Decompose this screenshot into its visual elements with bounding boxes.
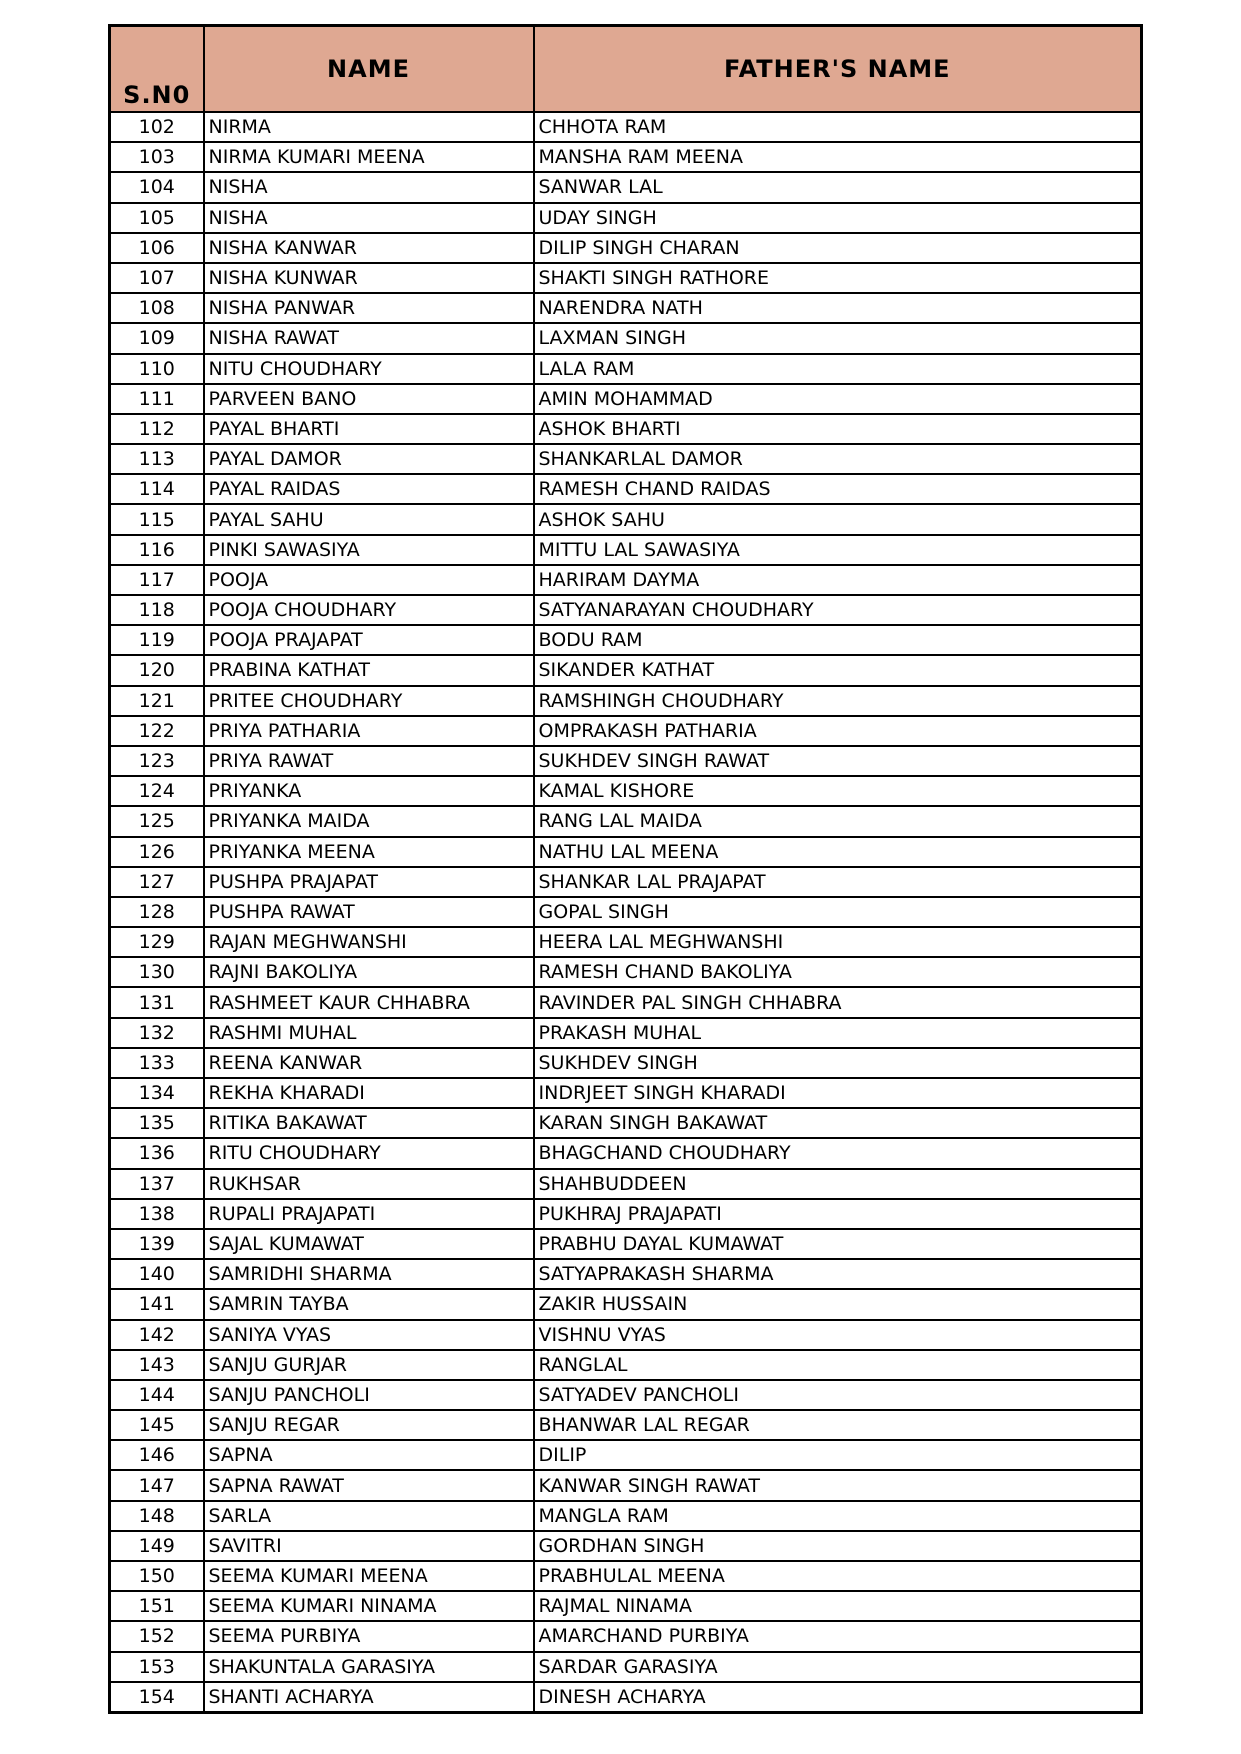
cell-name: SANJU PANCHOLI <box>204 1380 534 1410</box>
cell-name: PRIYANKA MAIDA <box>204 806 534 836</box>
table-row <box>110 414 1142 444</box>
table-row <box>110 142 1142 172</box>
cell-name: SANJU GURJAR <box>204 1350 534 1380</box>
cell-sno: 126 <box>110 837 204 867</box>
cell-father-name: RAVINDER PAL SINGH CHHABRA <box>534 987 1142 1017</box>
table-row <box>110 1531 1142 1561</box>
table-row <box>110 474 1142 504</box>
cell-sno: 153 <box>110 1652 204 1682</box>
cell-sno: 119 <box>110 625 204 655</box>
table-row <box>110 1380 1142 1410</box>
cell-father-name: RAMSHINGH CHOUDHARY <box>534 686 1142 716</box>
cell-sno: 152 <box>110 1621 204 1651</box>
cell-name: POOJA CHOUDHARY <box>204 595 534 625</box>
cell-name: PAYAL BHARTI <box>204 414 534 444</box>
cell-sno: 148 <box>110 1501 204 1531</box>
cell-sno: 113 <box>110 444 204 474</box>
cell-father-name: KANWAR SINGH RAWAT <box>534 1470 1142 1500</box>
cell-name: RITU CHOUDHARY <box>204 1138 534 1168</box>
cell-name: SAMRIN TAYBA <box>204 1289 534 1319</box>
cell-father-name: RANG LAL MAIDA <box>534 806 1142 836</box>
table-row <box>110 595 1142 625</box>
cell-father-name: SIKANDER KATHAT <box>534 655 1142 685</box>
table-row <box>110 776 1142 806</box>
cell-father-name: MANGLA RAM <box>534 1501 1142 1531</box>
cell-name: NISHA RAWAT <box>204 323 534 353</box>
cell-father-name: RANGLAL <box>534 1350 1142 1380</box>
cell-father-name: SUKHDEV SINGH <box>534 1048 1142 1078</box>
table-row <box>110 1350 1142 1380</box>
table-row <box>110 1289 1142 1319</box>
table-row <box>110 1229 1142 1259</box>
table-row <box>110 384 1142 414</box>
table-row <box>110 1108 1142 1138</box>
table-row <box>110 565 1142 595</box>
cell-sno: 112 <box>110 414 204 444</box>
cell-name: PRIYANKA <box>204 776 534 806</box>
cell-name: PARVEEN BANO <box>204 384 534 414</box>
cell-name: SEEMA KUMARI NINAMA <box>204 1591 534 1621</box>
cell-name: PUSHPA PRAJAPAT <box>204 867 534 897</box>
table-row <box>110 263 1142 293</box>
cell-father-name: INDRJEET SINGH KHARADI <box>534 1078 1142 1108</box>
table-row <box>110 203 1142 233</box>
cell-name: PRIYA PATHARIA <box>204 716 534 746</box>
cell-father-name: ASHOK BHARTI <box>534 414 1142 444</box>
cell-sno: 110 <box>110 354 204 384</box>
cell-name: PRIYA RAWAT <box>204 746 534 776</box>
table-body <box>110 112 1142 1712</box>
cell-sno: 118 <box>110 595 204 625</box>
cell-father-name: SATYADEV PANCHOLI <box>534 1380 1142 1410</box>
table-row <box>110 1018 1142 1048</box>
table-row <box>110 354 1142 384</box>
cell-father-name: GORDHAN SINGH <box>534 1531 1142 1561</box>
cell-sno: 124 <box>110 776 204 806</box>
cell-sno: 138 <box>110 1199 204 1229</box>
cell-sno: 150 <box>110 1561 204 1591</box>
cell-sno: 130 <box>110 957 204 987</box>
cell-name: REKHA KHARADI <box>204 1078 534 1108</box>
cell-sno: 107 <box>110 263 204 293</box>
cell-father-name: RAMESH CHAND BAKOLIYA <box>534 957 1142 987</box>
cell-sno: 121 <box>110 686 204 716</box>
cell-sno: 141 <box>110 1289 204 1319</box>
cell-name: RAJNI BAKOLIYA <box>204 957 534 987</box>
cell-father-name: SHAHBUDDEEN <box>534 1169 1142 1199</box>
cell-father-name: SANWAR LAL <box>534 172 1142 202</box>
cell-father-name: RAJMAL NINAMA <box>534 1591 1142 1621</box>
table-row <box>110 806 1142 836</box>
cell-name: PRITEE CHOUDHARY <box>204 686 534 716</box>
table-row <box>110 444 1142 474</box>
table-row <box>110 957 1142 987</box>
cell-father-name: PUKHRAJ PRAJAPATI <box>534 1199 1142 1229</box>
cell-father-name: SARDAR GARASIYA <box>534 1652 1142 1682</box>
cell-name: RUKHSAR <box>204 1169 534 1199</box>
cell-father-name: VISHNU VYAS <box>534 1320 1142 1350</box>
cell-father-name: SHANKAR LAL PRAJAPAT <box>534 867 1142 897</box>
cell-name: NITU CHOUDHARY <box>204 354 534 384</box>
cell-father-name: ASHOK SAHU <box>534 504 1142 534</box>
table-row <box>110 172 1142 202</box>
cell-name: PUSHPA RAWAT <box>204 897 534 927</box>
table-row <box>110 686 1142 716</box>
cell-sno: 143 <box>110 1350 204 1380</box>
cell-name: SAVITRI <box>204 1531 534 1561</box>
table-row <box>110 867 1142 897</box>
cell-name: RASHMEET KAUR CHHABRA <box>204 987 534 1017</box>
cell-father-name: SATYAPRAKASH SHARMA <box>534 1259 1142 1289</box>
column-header-father-name: FATHER'S NAME <box>534 26 1142 113</box>
cell-sno: 128 <box>110 897 204 927</box>
cell-father-name: BHAGCHAND CHOUDHARY <box>534 1138 1142 1168</box>
table-row <box>110 1652 1142 1682</box>
cell-sno: 144 <box>110 1380 204 1410</box>
cell-father-name: SATYANARAYAN CHOUDHARY <box>534 595 1142 625</box>
cell-name: SHANTI ACHARYA <box>204 1682 534 1713</box>
cell-name: NISHA KUNWAR <box>204 263 534 293</box>
cell-sno: 151 <box>110 1591 204 1621</box>
cell-sno: 137 <box>110 1169 204 1199</box>
cell-name: SEEMA KUMARI MEENA <box>204 1561 534 1591</box>
cell-name: NIRMA <box>204 112 534 142</box>
table-row <box>110 1501 1142 1531</box>
cell-sno: 127 <box>110 867 204 897</box>
cell-sno: 154 <box>110 1682 204 1713</box>
cell-father-name: KAMAL KISHORE <box>534 776 1142 806</box>
cell-sno: 140 <box>110 1259 204 1289</box>
cell-father-name: RAMESH CHAND RAIDAS <box>534 474 1142 504</box>
table-row <box>110 323 1142 353</box>
cell-name: POOJA <box>204 565 534 595</box>
header-row <box>110 26 1142 113</box>
table-row <box>110 1169 1142 1199</box>
cell-name: PRIYANKA MEENA <box>204 837 534 867</box>
cell-sno: 109 <box>110 323 204 353</box>
cell-sno: 125 <box>110 806 204 836</box>
table-row <box>110 233 1142 263</box>
table-row <box>110 716 1142 746</box>
cell-name: REENA KANWAR <box>204 1048 534 1078</box>
table-row <box>110 1621 1142 1651</box>
table-row <box>110 1591 1142 1621</box>
cell-sno: 135 <box>110 1108 204 1138</box>
cell-sno: 149 <box>110 1531 204 1561</box>
column-header-name: NAME <box>204 26 534 113</box>
cell-name: SAJAL KUMAWAT <box>204 1229 534 1259</box>
cell-name: PINKI SAWASIYA <box>204 535 534 565</box>
cell-sno: 117 <box>110 565 204 595</box>
cell-father-name: PRABHU DAYAL KUMAWAT <box>534 1229 1142 1259</box>
cell-father-name: NARENDRA NATH <box>534 293 1142 323</box>
cell-name: RUPALI PRAJAPATI <box>204 1199 534 1229</box>
cell-sno: 105 <box>110 203 204 233</box>
table-row <box>110 1199 1142 1229</box>
cell-name: NISHA PANWAR <box>204 293 534 323</box>
cell-sno: 111 <box>110 384 204 414</box>
cell-name: SAPNA <box>204 1440 534 1470</box>
cell-sno: 114 <box>110 474 204 504</box>
cell-name: NISHA <box>204 172 534 202</box>
cell-father-name: PRAKASH MUHAL <box>534 1018 1142 1048</box>
cell-sno: 136 <box>110 1138 204 1168</box>
cell-father-name: PRABHULAL MEENA <box>534 1561 1142 1591</box>
cell-father-name: LALA RAM <box>534 354 1142 384</box>
table-row <box>110 1440 1142 1470</box>
table-row <box>110 535 1142 565</box>
column-header-sno: S.N0 <box>110 26 204 113</box>
cell-name: POOJA PRAJAPAT <box>204 625 534 655</box>
table-row <box>110 1561 1142 1591</box>
cell-name: NISHA <box>204 203 534 233</box>
cell-sno: 104 <box>110 172 204 202</box>
cell-sno: 147 <box>110 1470 204 1500</box>
table-row <box>110 1410 1142 1440</box>
table-row <box>110 1138 1142 1168</box>
table-row <box>110 655 1142 685</box>
table-row <box>110 1470 1142 1500</box>
cell-sno: 133 <box>110 1048 204 1078</box>
cell-father-name: BHANWAR LAL REGAR <box>534 1410 1142 1440</box>
cell-name: SAMRIDHI SHARMA <box>204 1259 534 1289</box>
cell-sno: 120 <box>110 655 204 685</box>
cell-name: SANIYA VYAS <box>204 1320 534 1350</box>
table-header <box>110 26 1142 113</box>
cell-sno: 115 <box>110 504 204 534</box>
cell-sno: 139 <box>110 1229 204 1259</box>
cell-sno: 145 <box>110 1410 204 1440</box>
cell-name: SHAKUNTALA GARASIYA <box>204 1652 534 1682</box>
cell-father-name: AMIN MOHAMMAD <box>534 384 1142 414</box>
table-row <box>110 927 1142 957</box>
cell-sno: 146 <box>110 1440 204 1470</box>
cell-name: PRABINA KATHAT <box>204 655 534 685</box>
cell-father-name: DILIP <box>534 1440 1142 1470</box>
cell-father-name: SHANKARLAL DAMOR <box>534 444 1142 474</box>
cell-sno: 106 <box>110 233 204 263</box>
table-row <box>110 1078 1142 1108</box>
table-row <box>110 897 1142 927</box>
table-row <box>110 293 1142 323</box>
cell-father-name: LAXMAN SINGH <box>534 323 1142 353</box>
cell-sno: 142 <box>110 1320 204 1350</box>
table-row <box>110 746 1142 776</box>
cell-father-name: BODU RAM <box>534 625 1142 655</box>
table-row <box>110 1320 1142 1350</box>
cell-father-name: ZAKIR HUSSAIN <box>534 1289 1142 1319</box>
table-row <box>110 112 1142 142</box>
cell-name: PAYAL DAMOR <box>204 444 534 474</box>
cell-name: RAJAN MEGHWANSHI <box>204 927 534 957</box>
cell-father-name: AMARCHAND PURBIYA <box>534 1621 1142 1651</box>
cell-father-name: MANSHA RAM MEENA <box>534 142 1142 172</box>
cell-father-name: GOPAL SINGH <box>534 897 1142 927</box>
cell-name: RASHMI MUHAL <box>204 1018 534 1048</box>
table-row <box>110 504 1142 534</box>
cell-sno: 134 <box>110 1078 204 1108</box>
cell-name: NIRMA KUMARI MEENA <box>204 142 534 172</box>
cell-father-name: HEERA LAL MEGHWANSHI <box>534 927 1142 957</box>
student-list-table <box>108 24 1143 1714</box>
cell-sno: 103 <box>110 142 204 172</box>
cell-father-name: HARIRAM DAYMA <box>534 565 1142 595</box>
cell-sno: 132 <box>110 1018 204 1048</box>
cell-sno: 108 <box>110 293 204 323</box>
table-row <box>110 987 1142 1017</box>
cell-name: SAPNA RAWAT <box>204 1470 534 1500</box>
cell-father-name: SUKHDEV SINGH RAWAT <box>534 746 1142 776</box>
cell-name: PAYAL SAHU <box>204 504 534 534</box>
cell-father-name: NATHU LAL MEENA <box>534 837 1142 867</box>
document-page <box>108 24 1140 1714</box>
cell-sno: 116 <box>110 535 204 565</box>
table-row <box>110 837 1142 867</box>
cell-name: SARLA <box>204 1501 534 1531</box>
cell-name: PAYAL RAIDAS <box>204 474 534 504</box>
cell-name: NISHA KANWAR <box>204 233 534 263</box>
cell-father-name: UDAY SINGH <box>534 203 1142 233</box>
cell-sno: 123 <box>110 746 204 776</box>
table-row <box>110 625 1142 655</box>
table-row <box>110 1048 1142 1078</box>
cell-sno: 122 <box>110 716 204 746</box>
cell-father-name: KARAN SINGH BAKAWAT <box>534 1108 1142 1138</box>
table-row <box>110 1682 1142 1713</box>
cell-sno: 131 <box>110 987 204 1017</box>
cell-father-name: SHAKTI SINGH RATHORE <box>534 263 1142 293</box>
cell-name: SEEMA PURBIYA <box>204 1621 534 1651</box>
cell-father-name: MITTU LAL SAWASIYA <box>534 535 1142 565</box>
cell-father-name: OMPRAKASH PATHARIA <box>534 716 1142 746</box>
cell-father-name: CHHOTA RAM <box>534 112 1142 142</box>
cell-name: RITIKA BAKAWAT <box>204 1108 534 1138</box>
cell-name: SANJU REGAR <box>204 1410 534 1440</box>
table-row <box>110 1259 1142 1289</box>
cell-father-name: DINESH ACHARYA <box>534 1682 1142 1713</box>
cell-sno: 102 <box>110 112 204 142</box>
cell-sno: 129 <box>110 927 204 957</box>
cell-father-name: DILIP SINGH CHARAN <box>534 233 1142 263</box>
